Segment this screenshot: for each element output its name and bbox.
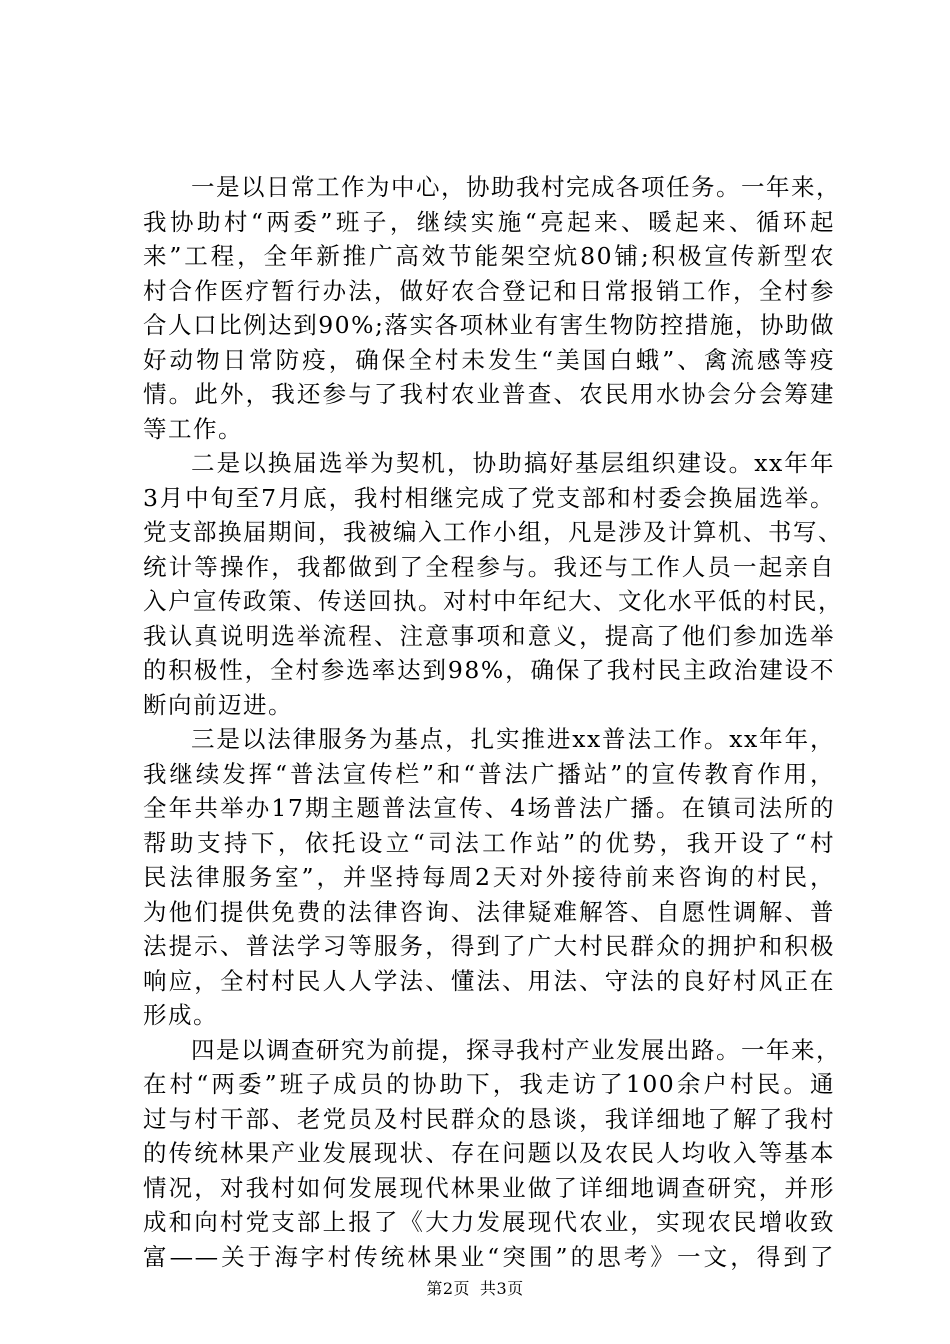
- text-line: 在村“两委”班子成员的协助下，我走访了100余户村民。通: [143, 1070, 835, 1098]
- text-line: 四是以调查研究为前提，探寻我村产业发展出路。一年来，: [191, 1035, 841, 1064]
- text-line: 富——关于海字村传统林果业“突围”的思考》一文，得到了: [143, 1242, 835, 1271]
- text-line: 响应，全村村民人人学法、懂法、用法、守法的良好村风正在: [143, 966, 835, 995]
- text-line: 形成。: [143, 1001, 218, 1029]
- text-line: 三是以法律服务为基点，扎实推进xx普法工作。xx年年，: [191, 725, 835, 753]
- body-text: [143, 170, 843, 1274]
- text-line: 我认真说明选举流程、注意事项和意义，提高了他们参加选举: [143, 621, 835, 650]
- text-line: 我继续发挥“普法宣传栏”和“普法广播站”的宣传教育作用，: [143, 759, 835, 788]
- text-line: 的积极性，全村参选率达到98%，确保了我村民主政治建设不: [143, 656, 835, 684]
- paragraph-3: [143, 722, 835, 1033]
- text-line: 成和向村党支部上报了《大力发展现代农业，实现农民增收致: [143, 1208, 835, 1236]
- text-line: 为他们提供免费的法律咨询、法律疑难解答、自愿性调解、普: [143, 897, 835, 926]
- text-line: 3月中旬至7月底，我村相继完成了党支部和村委会换届选举。: [143, 483, 835, 512]
- text-line: 情况，对我村如何发展现代林果业做了详细地调查研究，并形: [143, 1173, 835, 1202]
- text-line: 一是以日常工作为中心，协助我村完成各项任务。一年来，: [191, 173, 841, 201]
- text-line: 入户宣传政策、传送回执。对村中年纪大、文化水平低的村民，: [143, 587, 843, 615]
- page-footer: [0, 1276, 950, 1299]
- text-line: 二是以换届选举为契机，协助搞好基层组织建设。xx年年: [191, 449, 835, 477]
- text-line: 来”工程，全年新推广高效节能架空炕80铺;积极宣传新型农: [143, 242, 835, 270]
- text-line: 统计等操作，我都做到了全程参与。我还与工作人员一起亲自: [143, 552, 835, 581]
- text-line: 民法律服务室”，并坚持每周2天对外接待前来咨询的村民，: [143, 863, 835, 891]
- text-line: 情。此外，我还参与了我村农业普查、农民用水协会分会筹建: [143, 380, 835, 408]
- paragraph-2: [143, 446, 843, 722]
- text-line: 全年共举办17期主题普法宣传、4场普法广播。在镇司法所的: [143, 794, 835, 822]
- paragraph-1: [143, 170, 841, 446]
- text-line: 过与村干部、老党员及村民群众的恳谈，我详细地了解了我村: [143, 1104, 835, 1133]
- text-line: 的传统林果产业发展现状、存在问题以及农民人均收入等基本: [143, 1139, 835, 1167]
- text-line: 断向前迈进。: [143, 690, 293, 719]
- text-line: 我协助村“两委”班子，继续实施“亮起来、暖起来、循环起: [143, 207, 835, 236]
- text-line: 帮助支持下，依托设立“司法工作站”的优势，我开设了“村: [143, 828, 835, 857]
- page-number: 第2页: [426, 1279, 470, 1298]
- text-line: 好动物日常防疫，确保全村未发生“美国白蛾”、禽流感等疫: [143, 345, 835, 374]
- text-line: 法提示、普法学习等服务，得到了广大村民群众的拥护和积极: [143, 932, 835, 960]
- text-line: 合人口比例达到90%;落实各项林业有害生物防控措施，协助做: [143, 311, 835, 339]
- page-total: 共3页: [480, 1279, 524, 1298]
- text-line: 党支部换届期间，我被编入工作小组，凡是涉及计算机、书写、: [143, 518, 843, 546]
- text-line: 等工作。: [143, 414, 243, 443]
- paragraph-4: [143, 1033, 841, 1275]
- text-line: 村合作医疗暂行办法，做好农合登记和日常报销工作，全村参: [143, 276, 835, 305]
